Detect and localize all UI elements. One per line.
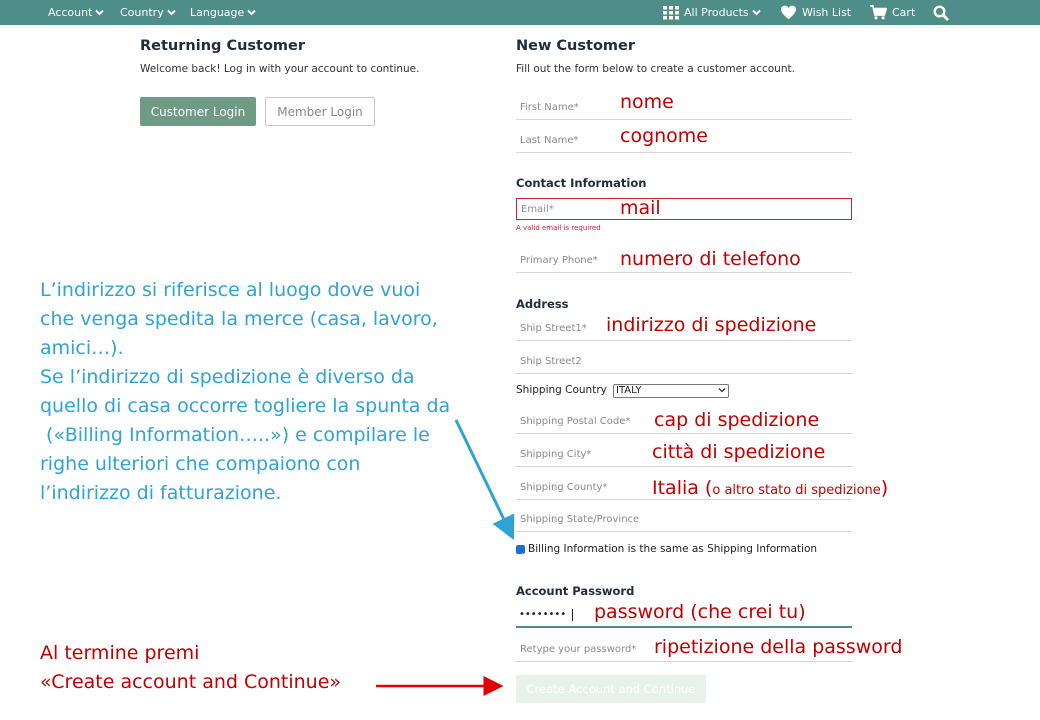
county-placeholder: Shipping County* bbox=[520, 482, 608, 493]
cart-label: Cart bbox=[892, 6, 916, 19]
retype-password-placeholder: Retype your password* bbox=[520, 644, 637, 655]
note-line: righe ulteriori che compaiono con bbox=[40, 453, 361, 475]
annotation-indirizzo: indirizzo di spedizione bbox=[606, 314, 817, 336]
postal-code-placeholder: Shipping Postal Code* bbox=[520, 416, 631, 427]
annotation-password: password (che crei tu) bbox=[594, 601, 806, 623]
ship-street2-placeholder: Ship Street2 bbox=[520, 356, 582, 367]
ship-street1-placeholder: Ship Street1* bbox=[520, 323, 587, 334]
annotation-citta: città di spedizione bbox=[652, 441, 826, 463]
shipping-country-value: ITALY bbox=[616, 385, 642, 396]
new-customer-subtitle: Fill out the form below to create a customer account. bbox=[516, 63, 795, 75]
blue-arrow-line bbox=[456, 420, 510, 532]
annotation-italia-close: ) bbox=[880, 477, 889, 499]
annotation-italia-main: Italia ( bbox=[652, 477, 713, 499]
note-line: («Billing Information…..») e compilare le bbox=[40, 424, 430, 446]
note-line: Se l’indirizzo di spedizione è diverso da bbox=[40, 366, 415, 388]
city-placeholder: Shipping City* bbox=[520, 449, 592, 460]
annotation-ripetizione: ripetizione della password bbox=[654, 636, 903, 658]
note-line: l’indirizzo di fatturazione. bbox=[40, 482, 282, 504]
contact-information-heading: Contact Information bbox=[516, 176, 647, 190]
annotation-cap: cap di spedizione bbox=[654, 409, 820, 431]
customer-login-button[interactable]: Customer Login bbox=[140, 97, 256, 126]
country-label: Country bbox=[120, 6, 164, 19]
annotation-cognome: cognome bbox=[620, 125, 708, 147]
first-name-placeholder: First Name* bbox=[520, 102, 579, 113]
last-name-placeholder: Last Name* bbox=[520, 135, 579, 146]
billing-same-label[interactable]: Billing Information is the same as Shipping Information bbox=[528, 543, 818, 555]
note-line: quello di casa occorre togliere la spunta da bbox=[40, 395, 451, 417]
note-line: che venga spedita la merce (casa, lavoro, bbox=[40, 308, 438, 330]
email-placeholder: Email* bbox=[521, 204, 554, 215]
final-instruction-line2: «Create account and Continue» bbox=[40, 671, 342, 693]
member-login-button[interactable]: Member Login bbox=[265, 97, 375, 126]
create-account-button[interactable]: Create Account and Continue bbox=[516, 675, 706, 703]
all-products-label: All Products bbox=[684, 6, 749, 19]
annotation-mail: mail bbox=[620, 197, 661, 219]
annotation-telefono: numero di telefono bbox=[620, 248, 801, 270]
language-label: Language bbox=[190, 6, 245, 19]
returning-customer-subtitle: Welcome back! Log in with your account to continue. bbox=[140, 63, 420, 75]
address-heading: Address bbox=[516, 297, 569, 311]
email-error-message: A valid email is required bbox=[516, 224, 601, 232]
shipping-country-label: Shipping Country bbox=[516, 384, 607, 396]
annotation-italia-small: o altro stato di spedizione bbox=[712, 483, 881, 498]
password-value: •••••••• bbox=[519, 609, 567, 620]
new-customer-title: New Customer bbox=[516, 38, 635, 54]
state-placeholder: Shipping State/Province bbox=[520, 514, 640, 525]
account-label: Account bbox=[48, 6, 93, 19]
account-password-heading: Account Password bbox=[516, 584, 635, 598]
wish-list-label: Wish List bbox=[802, 6, 852, 19]
note-line: amici…). bbox=[40, 337, 124, 359]
primary-phone-placeholder: Primary Phone* bbox=[520, 255, 598, 266]
annotation-nome: nome bbox=[620, 91, 674, 113]
note-line: L’indirizzo si riferisce al luogo dove vuoi bbox=[40, 279, 421, 301]
returning-customer-title: Returning Customer bbox=[140, 38, 306, 54]
final-instruction-line1: Al termine premi bbox=[40, 642, 200, 664]
